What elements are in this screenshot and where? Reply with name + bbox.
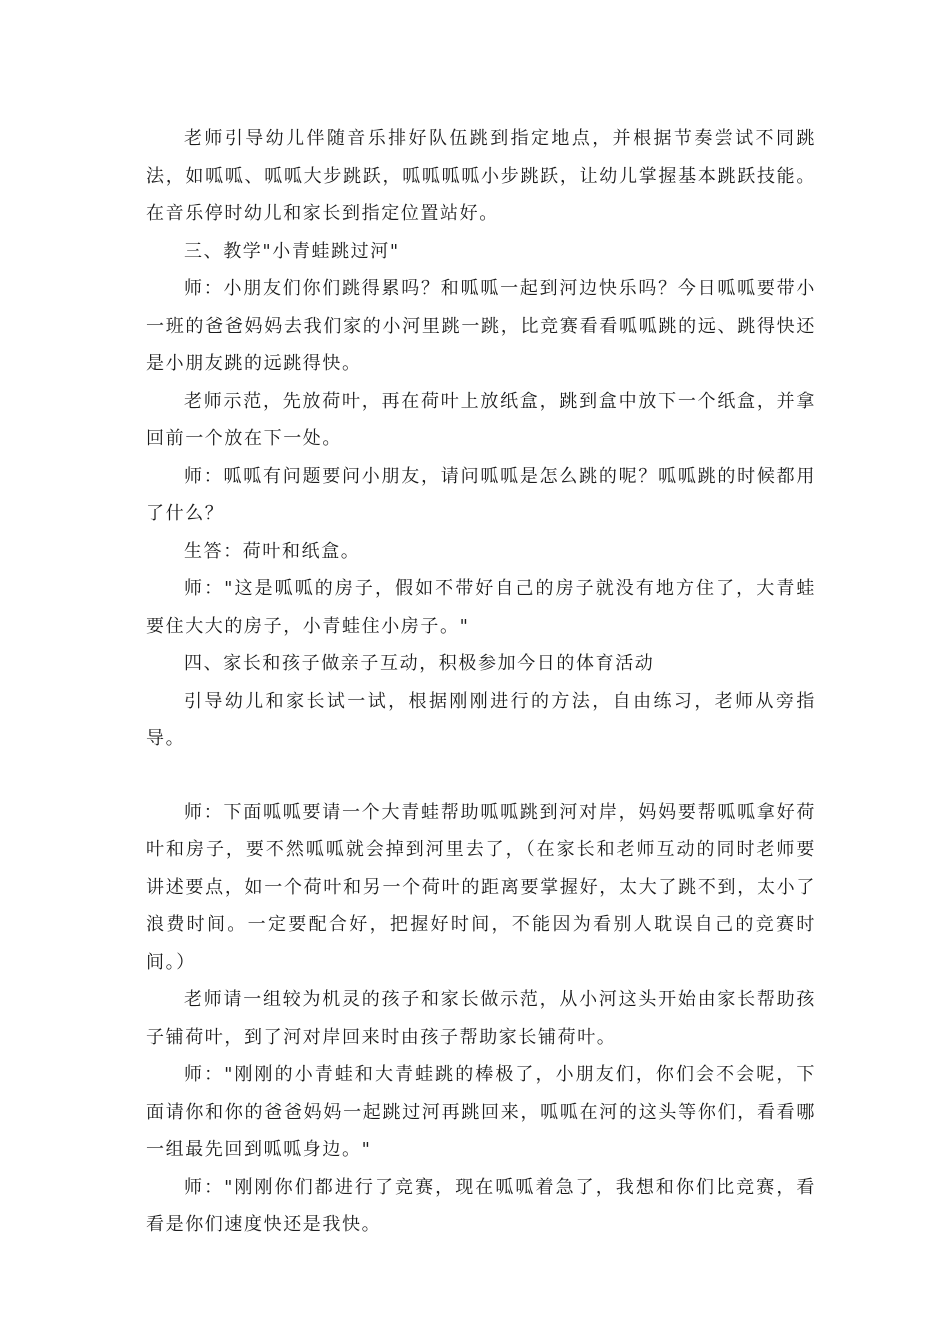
- paragraph-house: 师："这是呱呱的房子，假如不带好自己的房子就没有地方住了，大青蛙要住大大的房子，小青蛙住小房子。": [146, 578, 816, 637]
- paragraph-demo-group: 老师请一组较为机灵的孩子和家长做示范，从小河这头开始由家长帮助孩子铺荷叶，到了河对岸回来时由孩子帮助家长铺荷叶。: [146, 989, 816, 1048]
- paragraph-big-frog: 师：下面呱呱要请一个大青蛙帮助呱呱跳到河对岸，妈妈要帮呱呱拿好荷叶和房子，要不然呱呱就会掉到河里去了，（在家长和老师互动的同时老师要讲述要点，如一个荷叶和另一个荷叶的距离要掌握好，太大了跳不到，太小了浪费时间。一定要配合好，把握好时间，不能因为看别人耽误自己的竞赛时间。）: [146, 801, 816, 973]
- paragraph-music-jump: 老师引导幼儿伴随音乐排好队伍跳到指定地点，并根据节奏尝试不同跳法，如呱呱、呱呱大步跳跃，呱呱呱呱小步跳跃，让幼儿掌握基本跳跃技能。在音乐停时幼儿和家长到指定位置站好。: [146, 128, 816, 224]
- paragraph-student-answer: 生答：荷叶和纸盒。: [184, 540, 361, 562]
- paragraph-teacher-demo: 老师示范，先放荷叶，再在荷叶上放纸盒，跳到盒中放下一个纸盒，并拿回前一个放在下一处。: [146, 390, 816, 449]
- paragraph-practice: 引导幼儿和家长试一试，根据刚刚进行的方法，自由练习，老师从旁指导。: [146, 690, 816, 749]
- section-heading-four: 四、家长和孩子做亲子互动，积极参加今日的体育活动: [184, 653, 655, 674]
- document-body: [146, 120, 816, 1244]
- paragraph-invite: 师："刚刚的小青蛙和大青蛙跳的棒极了，小朋友们，你们会不会呢，下面请你和你的爸爸妈妈一起跳过河再跳回来，呱呱在河的这头等你们，看看哪一组最先回到呱呱身边。": [146, 1064, 816, 1160]
- section-heading-three: 三、教学"小青蛙跳过河": [184, 240, 400, 262]
- paragraph-how-jump: 师：呱呱有问题要问小朋友，请问呱呱是怎么跳的呢？呱呱跳的时候都用了什么？: [146, 465, 816, 524]
- paragraph-teacher-question: 师：小朋友们你们跳得累吗？和呱呱一起到河边快乐吗？今日呱呱要带小一班的爸爸妈妈去我们家的小河里跳一跳，比竞赛看看呱呱跳的远、跳得快还是小朋友跳的远跳得快。: [146, 278, 816, 374]
- paragraph-competition: 师："刚刚你们都进行了竞赛，现在呱呱着急了，我想和你们比竞赛，看看是你们速度快还是我快。: [146, 1176, 816, 1235]
